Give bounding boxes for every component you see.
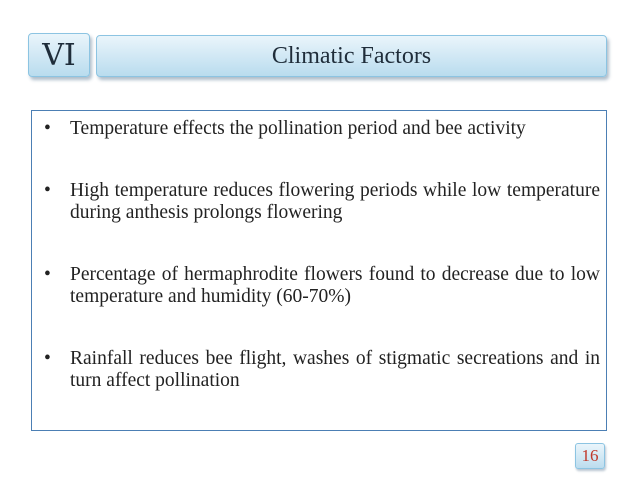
bullet-item bbox=[44, 264, 600, 308]
bullet-list bbox=[44, 118, 600, 392]
bullet-marker: • bbox=[44, 118, 51, 139]
bullet-text: High temperature reduces flowering periods while low temperature during anthesis prolongs flowering bbox=[70, 180, 600, 223]
bullet-text: Percentage of hermaphrodite flowers found to decrease due to low temperature and humidity (60-70%) bbox=[70, 264, 600, 307]
bullet-marker: • bbox=[44, 348, 51, 369]
bullet-marker: • bbox=[44, 180, 51, 201]
section-number-badge: VI bbox=[28, 33, 90, 77]
bullet-item bbox=[44, 348, 600, 392]
slide-title: Climatic Factors bbox=[96, 35, 607, 77]
content-box bbox=[31, 110, 607, 431]
bullet-item bbox=[44, 118, 600, 140]
bullet-item bbox=[44, 180, 600, 224]
bullet-text: Temperature effects the pollination period and bee activity bbox=[70, 118, 526, 139]
page-number: 16 bbox=[575, 443, 605, 469]
bullet-text: Rainfall reduces bee flight, washes of stigmatic secreations and in turn affect pollination bbox=[70, 348, 600, 391]
bullet-marker: • bbox=[44, 264, 51, 285]
